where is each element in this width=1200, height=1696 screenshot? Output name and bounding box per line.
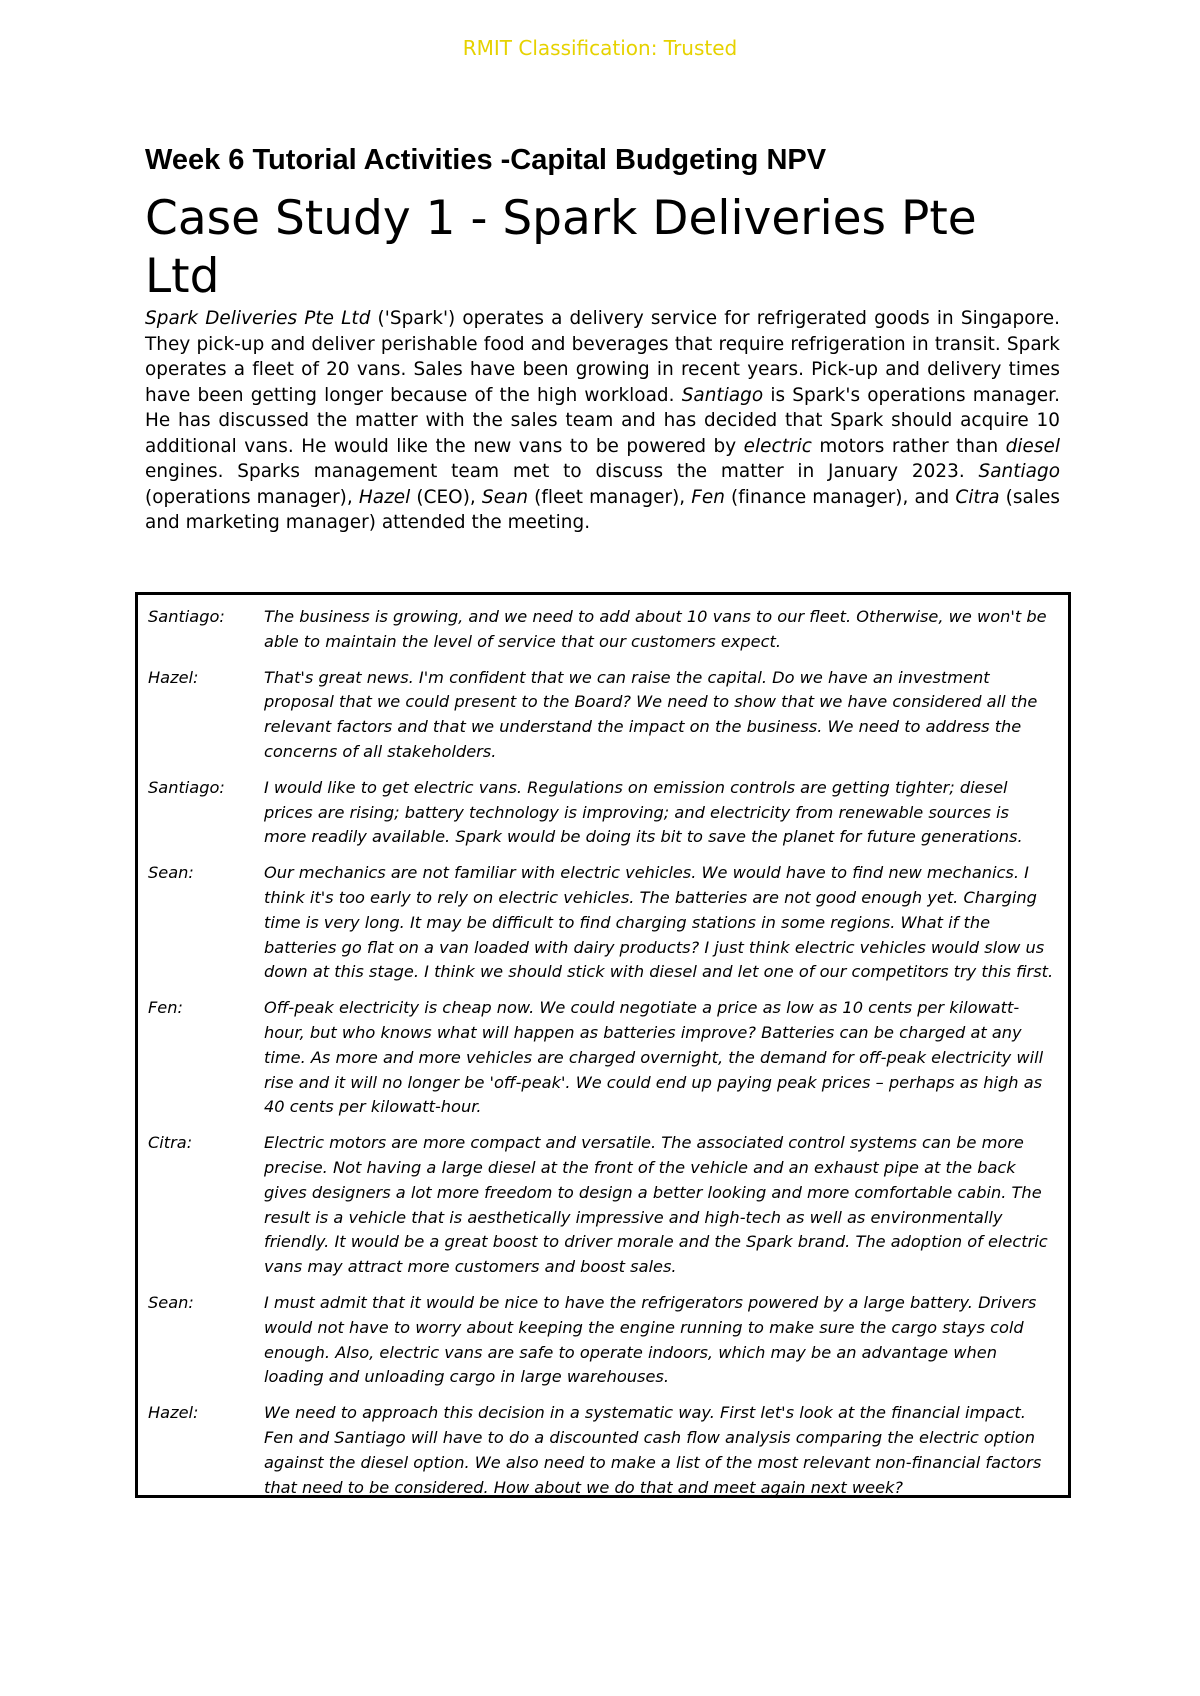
- dialogue-row: [148, 666, 1056, 765]
- dialogue-text: We need to approach this decision in a systematic way. First let's look at the financial impact. Fen and Santiago will have to do a discounted cash flow analysis comparing the electric option against the diesel option. We also need to make a list of the most relevant non-financial factors that need to be considered. How about we do that and meet again next week?: [264, 1403, 1042, 1497]
- intro-name: Santiago: [681, 384, 764, 406]
- dialogue-row: [148, 996, 1056, 1120]
- dialogue-row: [148, 1401, 1056, 1500]
- dialogue-text: Off-peak electricity is cheap now. We could negotiate a price as low as 10 cents per kilowatt-hour, but who knows what will happen as batteries improve? Batteries can be charged at any time. As more and more vehicles are charged overnight, the demand for off-peak electricity will rise and it will no longer be 'off-peak'. We could end up paying peak prices – perhaps as high as 40 cents per kilowatt-hour.: [264, 998, 1044, 1117]
- dialogue-text: Electric motors are more compact and versatile. The associated control systems can be more precise. Not having a large diesel at the front of the vehicle and an exhaust pipe at the back gives designers a lot more freedom to design a better looking and more comfortable cabin. The result is a vehicle that is aesthetically impressive and high-tech as well as environmentally friendly. It would be a great boost to driver morale and the Spark brand. The adoption of electric vans may attract more customers and boost sales.: [264, 1133, 1048, 1277]
- intro-paragraph: [145, 306, 1060, 536]
- intro-text: is Spark's operations manager. He has discussed the matter with the sales team and has decided that Spark should acquire 10 additional vans. He would like the new vans to be powered by: [145, 384, 1060, 457]
- dialogue-speaker: Hazel:: [148, 667, 199, 687]
- dialogue-speaker: Sean:: [148, 1292, 194, 1312]
- dialogue-speaker: Santiago:: [148, 777, 225, 797]
- intro-text: (CEO),: [410, 486, 482, 508]
- dialogue-row: [148, 1131, 1056, 1280]
- dialogue-text: I must admit that it would be nice to have the refrigerators powered by a large battery. Drivers would not have to worry about keeping the engine running to make sure the cargo stays cold enough. Also, electric vans are safe to operate indoors, which may be an advantage when loading and unloading cargo in large warehouses.: [264, 1292, 1037, 1387]
- case-study-title: Case Study 1 - Spark Deliveries Pte Ltd: [145, 191, 977, 304]
- intro-name: Citra: [955, 486, 1000, 508]
- document-body: [145, 142, 1060, 536]
- intro-text: (fleet manager),: [528, 486, 692, 508]
- company-name: Spark Deliveries Pte Ltd: [145, 308, 371, 329]
- intro-text: motors rather than: [811, 435, 1006, 457]
- classification-label: RMIT Classification: Trusted: [462, 36, 738, 60]
- intro-name: Hazel: [358, 486, 411, 508]
- intro-text: engines. Sparks management team met to discuss the matter in January 2023.: [145, 461, 979, 482]
- dialogue-speaker: Citra:: [148, 1133, 193, 1153]
- intro-text: ('Spark') operates a delivery service for refrigerated goods in Singapore. They pick-up and deliver perishable food and beverages that require refrigeration in transit. Spark operates a fleet of 20 vans. Sales have been growing in recent years. Pick-up and delivery times have been getting longer because of the high workload.: [145, 308, 1060, 406]
- dialogue-row: [148, 861, 1056, 985]
- dialogue-text: That's great news. I'm confident that we can raise the capital. Do we have an investment proposal that we could present to the Board? We need to show that we have considered all the relevant factors and that we understand the impact on the business. We need to address the concerns of all stakeholders.: [264, 667, 1038, 761]
- week-title: Week 6 Tutorial Activities -Capital Budgeting NPV: [145, 144, 827, 176]
- intro-name: Fen: [691, 486, 725, 508]
- intro-text: (operations manager),: [145, 486, 359, 508]
- dialogue-speaker: Hazel:: [148, 1403, 199, 1423]
- dialogue-row: [148, 1291, 1056, 1390]
- intro-text: (sales and marketing manager) attended the meeting.: [145, 486, 1060, 533]
- dialogue-text: Our mechanics are not familiar with electric vehicles. We would have to find new mechanics. I think it's too early to rely on electric vehicles. The batteries are not good enough yet. Charging time is very long. It may be difficult to find charging stations in some regions. What if the batteries go flat on a van loaded with dairy products? I just think electric vehicles would slow us down at this stage. I think we should stick with diesel and let one of our competitors try this first.: [264, 863, 1054, 982]
- intro-term: diesel: [1005, 435, 1060, 457]
- intro-term: electric: [743, 435, 812, 457]
- dialogue-speaker: Santiago:: [148, 607, 225, 626]
- dialogue-row: [148, 776, 1056, 850]
- dialogue-speaker: Sean:: [148, 863, 194, 883]
- dialogue-row: [148, 605, 1056, 655]
- intro-name: Santiago: [978, 461, 1060, 482]
- dialogue-box: [135, 592, 1071, 1498]
- dialogue-text: The business is growing, and we need to add about 10 vans to our fleet. Otherwise, we won't be able to maintain the level of service that our customers expect.: [264, 607, 1047, 651]
- dialogue-speaker: Fen:: [148, 998, 183, 1018]
- dialogue-text: I would like to get electric vans. Regulations on emission controls are getting tighter; diesel prices are rising; battery technology is improving; and electricity from renewable sources is more readily available. Spark would be doing its bit to save the planet for future generations.: [264, 777, 1023, 847]
- intro-text: (finance manager), and: [724, 486, 956, 508]
- intro-name: Sean: [481, 486, 529, 508]
